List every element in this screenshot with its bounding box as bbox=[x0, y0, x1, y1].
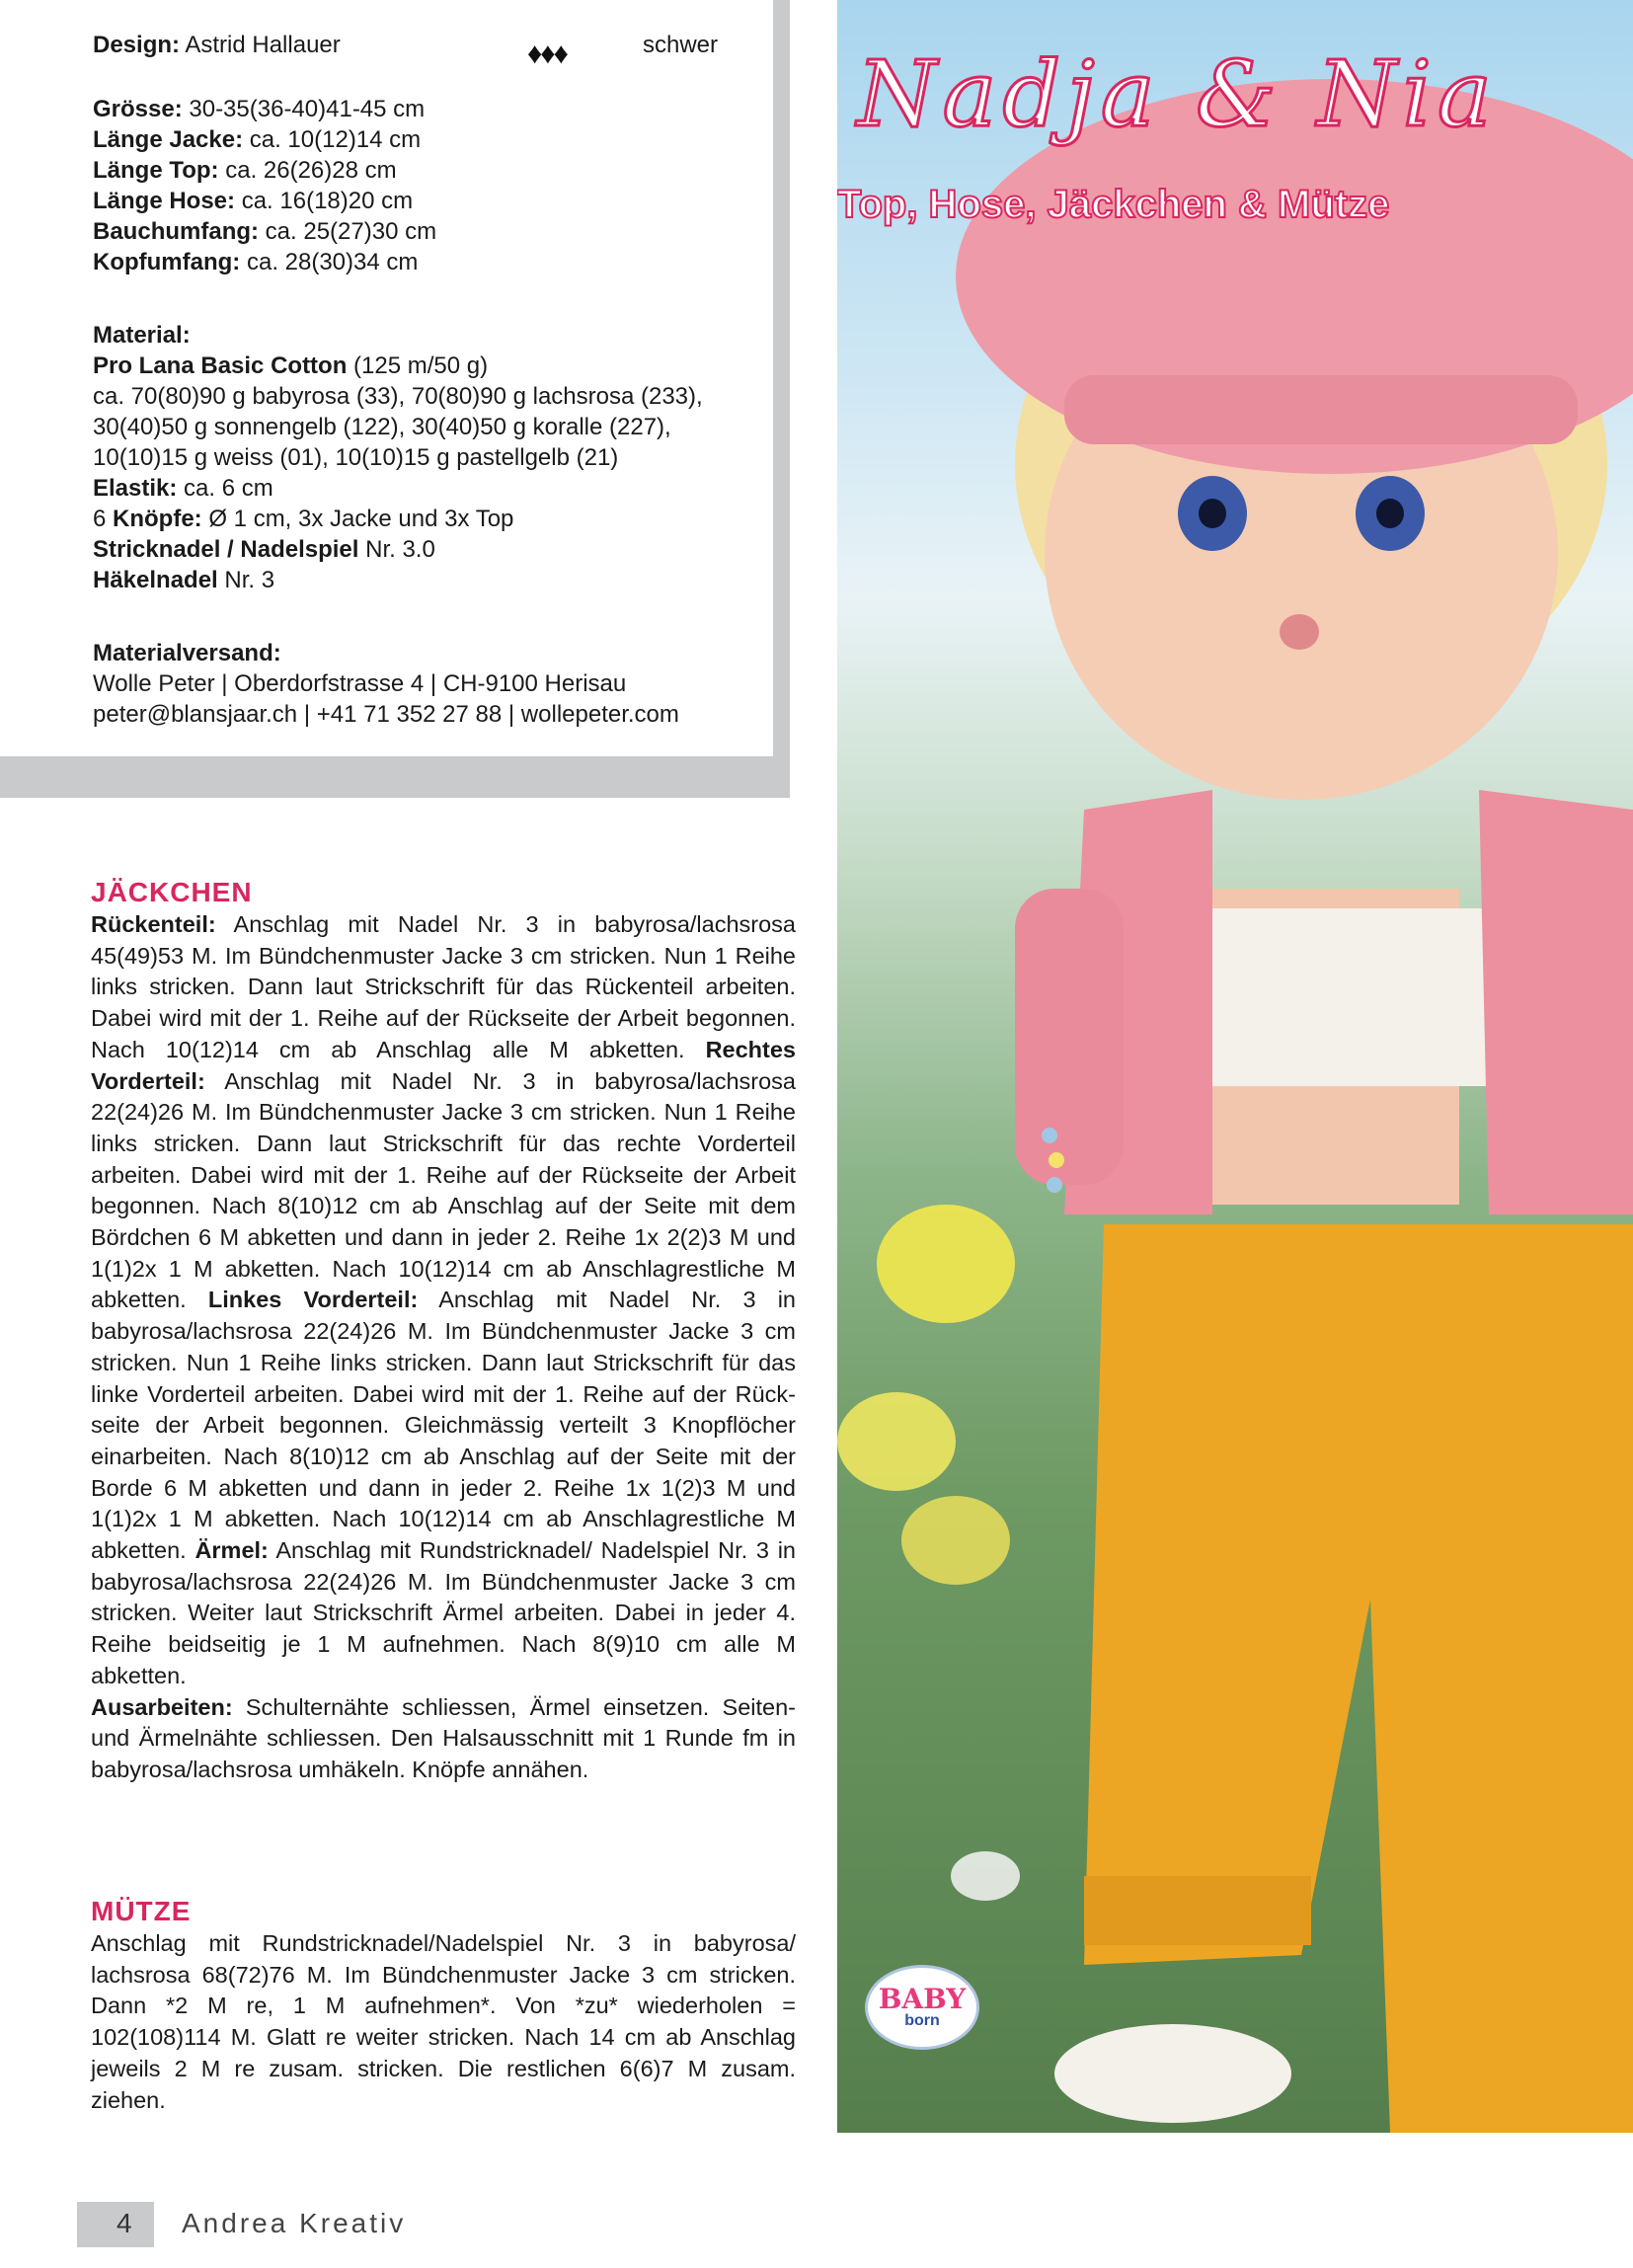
size-value: ca. 28(30)34 cm bbox=[240, 249, 419, 275]
elastic-line bbox=[93, 473, 273, 504]
left-front-label: Linkes Vorderteil: bbox=[207, 1287, 419, 1313]
info-box bbox=[0, 0, 790, 798]
design-value: Astrid Hallauer bbox=[180, 32, 341, 58]
info-box-inner bbox=[0, 0, 773, 756]
size-value: ca. 10(12)14 cm bbox=[243, 126, 422, 153]
size-label: Länge Hose: bbox=[93, 188, 236, 214]
diamond-icon: ♦♦♦ bbox=[527, 38, 567, 70]
finishing-label: Ausarbeiten: bbox=[91, 1693, 233, 1720]
hook-value: Nr. 3 bbox=[217, 567, 275, 593]
shipping-heading-text: Materialversand: bbox=[93, 640, 281, 666]
back-panel-label: Rückenteil: bbox=[91, 911, 216, 937]
shipping-address: Wolle Peter | Oberdorfstrasse 4 | CH-9100 Herisau bbox=[93, 670, 627, 697]
design-line bbox=[93, 30, 341, 60]
shipping-contact: peter@blansjaar.ch | +41 71 352 27 88 | wollepeter.com bbox=[93, 701, 679, 728]
difficulty-label: schwer bbox=[643, 32, 719, 58]
size-value: 30-35(36-40)41-45 cm bbox=[182, 96, 426, 122]
needle-label: Stricknadel / Nadelspiel bbox=[93, 536, 359, 563]
sleeve-label: Ärmel: bbox=[194, 1537, 269, 1564]
size-label: Länge Top: bbox=[93, 157, 219, 184]
doll-illustration bbox=[837, 0, 1633, 2133]
colors-line: 30(40)50 g sonnengelb (122), 30(40)50 g koralle (227), bbox=[93, 414, 671, 440]
yarn-line bbox=[93, 351, 488, 381]
sleeve-text: Anschlag mit Rundstricknadel/ Nadelspiel Nr. 3 in babyrosa/lachsrosa 22(24)26 M. Im Bündchenmuster Jacke 3 cm stricken. Weiter laut Strickschrift Ärmel arbeiten. Dabei in jeder 4. Reihe beidseitig je 1 M aufnehmen. Nach 8(9)10 cm alle M abketten. bbox=[91, 1537, 796, 1688]
logo-line-1: BABY bbox=[878, 1983, 967, 2015]
yarn-info: (125 m/50 g) bbox=[347, 352, 489, 379]
size-label: Länge Jacke: bbox=[93, 126, 244, 153]
right-front-text: Anschlag mit Nadel Nr. 3 in babyrosa/lachsrosa 22(24)26 M. Im Bündchenmuster Jacke 3 cm stricken. Nun 1 Reihe links stricken. Dann laut Strickschrift für das rechte Vorderteil arbeiten. Dabei wird mit der 1. Reihe auf der Rückseite der Arbeit begonnen. Nach 8(10)12 cm ab Anschlag auf der Seite mit dem Bördchen 6 M abketten und dann in jeder 2. Reihe 1x 2(2)3 M und 1(1)2x 1 M abketten. Nach 10(12)14 cm ab Anschlagrestliche M abketten. bbox=[91, 1067, 796, 1313]
photo-title: Nadja & Nia bbox=[857, 41, 1498, 147]
size-line bbox=[93, 186, 413, 216]
size-line bbox=[93, 124, 421, 155]
shipping-heading bbox=[93, 638, 281, 668]
footer-bar bbox=[77, 2202, 154, 2247]
buttons-value: Ø 1 cm, 3x Jacke und 3x Top bbox=[201, 506, 514, 532]
size-line bbox=[93, 216, 436, 247]
page-number: 4 bbox=[117, 2208, 132, 2238]
muetze-instructions: Anschlag mit Rundstricknadel/Nadelspiel Nr. 3 in babyrosa/ lachsrosa 68(72)76 M. Im Bündchenmuster Jacke 3 cm stricken. Dann *2 M re, 1 M aufnehmen*. Von *zu* wiederholen = 102(108)114 M. Glatt re weiter stricken. Nach 14 cm ab Anschlag jeweils 2 M re zusam. stricken. Die restlichen 6(6)7 M zusam. ziehen. bbox=[91, 1930, 796, 2113]
logo-line-2: born bbox=[904, 2012, 940, 2029]
elastic-value: ca. 6 cm bbox=[177, 475, 273, 502]
section-title-jaeckchen: JÄCKCHEN bbox=[91, 877, 253, 907]
size-label: Grösse: bbox=[93, 96, 183, 122]
hook-line bbox=[93, 565, 274, 595]
yarn-name: Pro Lana Basic Cotton bbox=[93, 352, 348, 379]
needle-line bbox=[93, 534, 435, 565]
size-line bbox=[93, 155, 397, 186]
finishing-text: Schulternähte schliessen, Ärmel einsetzen. Seiten- und Ärmelnähte schliessen. Den Halsausschnitt mit 1 Runde fm in babyrosa/lachsrosa umhäkeln. Knöpfe annähen. bbox=[91, 1693, 796, 1782]
material-heading-text: Material: bbox=[93, 322, 191, 349]
doll-photo bbox=[837, 0, 1633, 2133]
jaeckchen-instructions bbox=[91, 909, 796, 1786]
buttons-line bbox=[93, 504, 513, 534]
elastic-label: Elastik: bbox=[93, 475, 178, 502]
section-title-muetze: MÜTZE bbox=[91, 1896, 192, 1926]
right-front-label: Rechtes Vorderteil: bbox=[91, 1036, 796, 1094]
buttons-prefix: 6 bbox=[93, 506, 114, 532]
publication-name: Andrea Kreativ bbox=[182, 2208, 407, 2238]
size-value: ca. 25(27)30 cm bbox=[259, 218, 437, 245]
colors-line: 10(10)15 g weiss (01), 10(10)15 g pastellgelb (21) bbox=[93, 444, 619, 471]
left-front-text: Anschlag mit Nadel Nr. 3 in babyrosa/lachsrosa 22(24)26 M. Im Bündchenmuster Jacke 3 cm stricken. Nun 1 Reihe links stricken. Dann laut Strickschrift für das linke Vorderteil arbeiten. Dabei wird mit der 1. Reihe auf der Rückseite der Arbeit begonnen. Gleichmässig verteilt 3 Knopflöcher einarbeiten. Nach 8(10)12 cm ab Anschlag auf der Seite mit der Borde 6 M abketten und dann in jeder 2. Reihe 1x 1(2)3 M und 1(1)2x 1 M abketten. Nach 10(12)14 cm ab Anschlagrestliche M abketten. bbox=[91, 1287, 797, 1564]
size-label: Kopfumfang: bbox=[93, 249, 241, 275]
baby-born-logo bbox=[865, 1965, 979, 2050]
colors-line: ca. 70(80)90 g babyrosa (33), 70(80)90 g lachsrosa (233), bbox=[93, 383, 703, 410]
size-value: ca. 16(18)20 cm bbox=[235, 188, 414, 214]
size-value: ca. 26(26)28 cm bbox=[218, 157, 397, 184]
photo-subtitle: Top, Hose, Jäckchen & Mütze bbox=[837, 183, 1390, 226]
needle-value: Nr. 3.0 bbox=[358, 536, 435, 563]
size-line bbox=[93, 247, 418, 277]
back-panel-text: Anschlag mit Nadel Nr. 3 in babyrosa/lachsrosa 45(49)53 M. Im Bündchenmuster Jacke 3 cm stricken. Nun 1 Reihe links stricken. Dann laut Strickschrift für das Rückenteil arbeiten. Dabei wird mit der 1. Reihe auf der Rückseite der Arbeit begonnen. Nach 10(12)14 cm ab Anschlag alle M abketten. bbox=[91, 911, 796, 1062]
design-label: Design: bbox=[93, 32, 181, 58]
hook-label: Häkelnadel bbox=[93, 567, 218, 593]
buttons-label: Knöpfe: bbox=[113, 506, 202, 532]
material-heading bbox=[93, 320, 191, 351]
size-line bbox=[93, 94, 425, 124]
size-label: Bauchumfang: bbox=[93, 218, 259, 245]
